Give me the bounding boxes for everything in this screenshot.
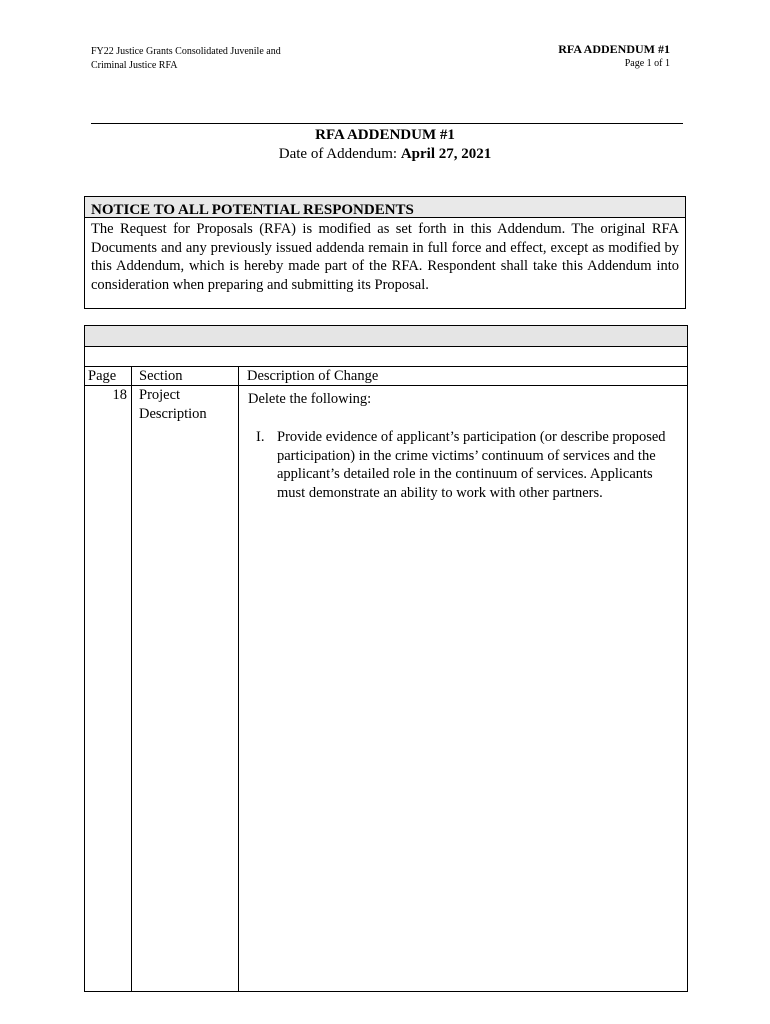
header-page-number: Page 1 of 1 <box>624 58 670 69</box>
header-program-line2: Criminal Justice RFA <box>91 60 178 71</box>
header-divider <box>91 123 683 124</box>
document-header-right <box>558 41 670 71</box>
column-header-page: Page <box>88 368 117 384</box>
addendum-heading: RFA ADDENDUM #1 <box>315 127 455 143</box>
column-header-description: Description of Change <box>247 368 379 384</box>
column-divider-page <box>131 367 132 991</box>
addendum-date <box>0 145 770 164</box>
list-item-text: Provide evidence of applicant’s participation (or describe proposed participation) in the crime victims’ continuum of services and the applicant’s detailed role in the continuum of services. Applicants must demonstrate an ability to work with other partners. <box>277 429 666 501</box>
notice-heading: NOTICE TO ALL POTENTIAL RESPONDENTS <box>85 197 685 218</box>
document-header-left <box>91 45 351 73</box>
title-block <box>0 126 770 164</box>
date-value: April 27, 2021 <box>400 146 492 162</box>
header-program-line1: FY22 Justice Grants Consolidated Juvenile and <box>91 46 281 57</box>
row-page-number: 18 <box>112 387 127 403</box>
column-divider-section <box>238 367 239 991</box>
table-blank-row <box>85 347 687 367</box>
notice-body: The Request for Proposals (RFA) is modified as set forth in this Addendum. The original RFA Documents and any previously issued addenda remain in full force and effect, except as modified by this Addendum, which is hereby made part of the RFA. Respondent shall take this Addendum into consideration when preparing and submitting its Proposal. <box>91 221 679 293</box>
notice-box <box>84 196 686 309</box>
row-description: Delete the following: <box>248 391 372 407</box>
changes-table <box>84 325 688 992</box>
table-shaded-bar <box>85 326 687 347</box>
date-label: Date of Addendum: <box>278 146 401 162</box>
header-addendum-title: RFA ADDENDUM #1 <box>558 42 670 56</box>
list-item-number: I. <box>256 429 265 445</box>
row-section: Project Description <box>139 387 207 422</box>
column-header-section: Section <box>139 368 183 384</box>
